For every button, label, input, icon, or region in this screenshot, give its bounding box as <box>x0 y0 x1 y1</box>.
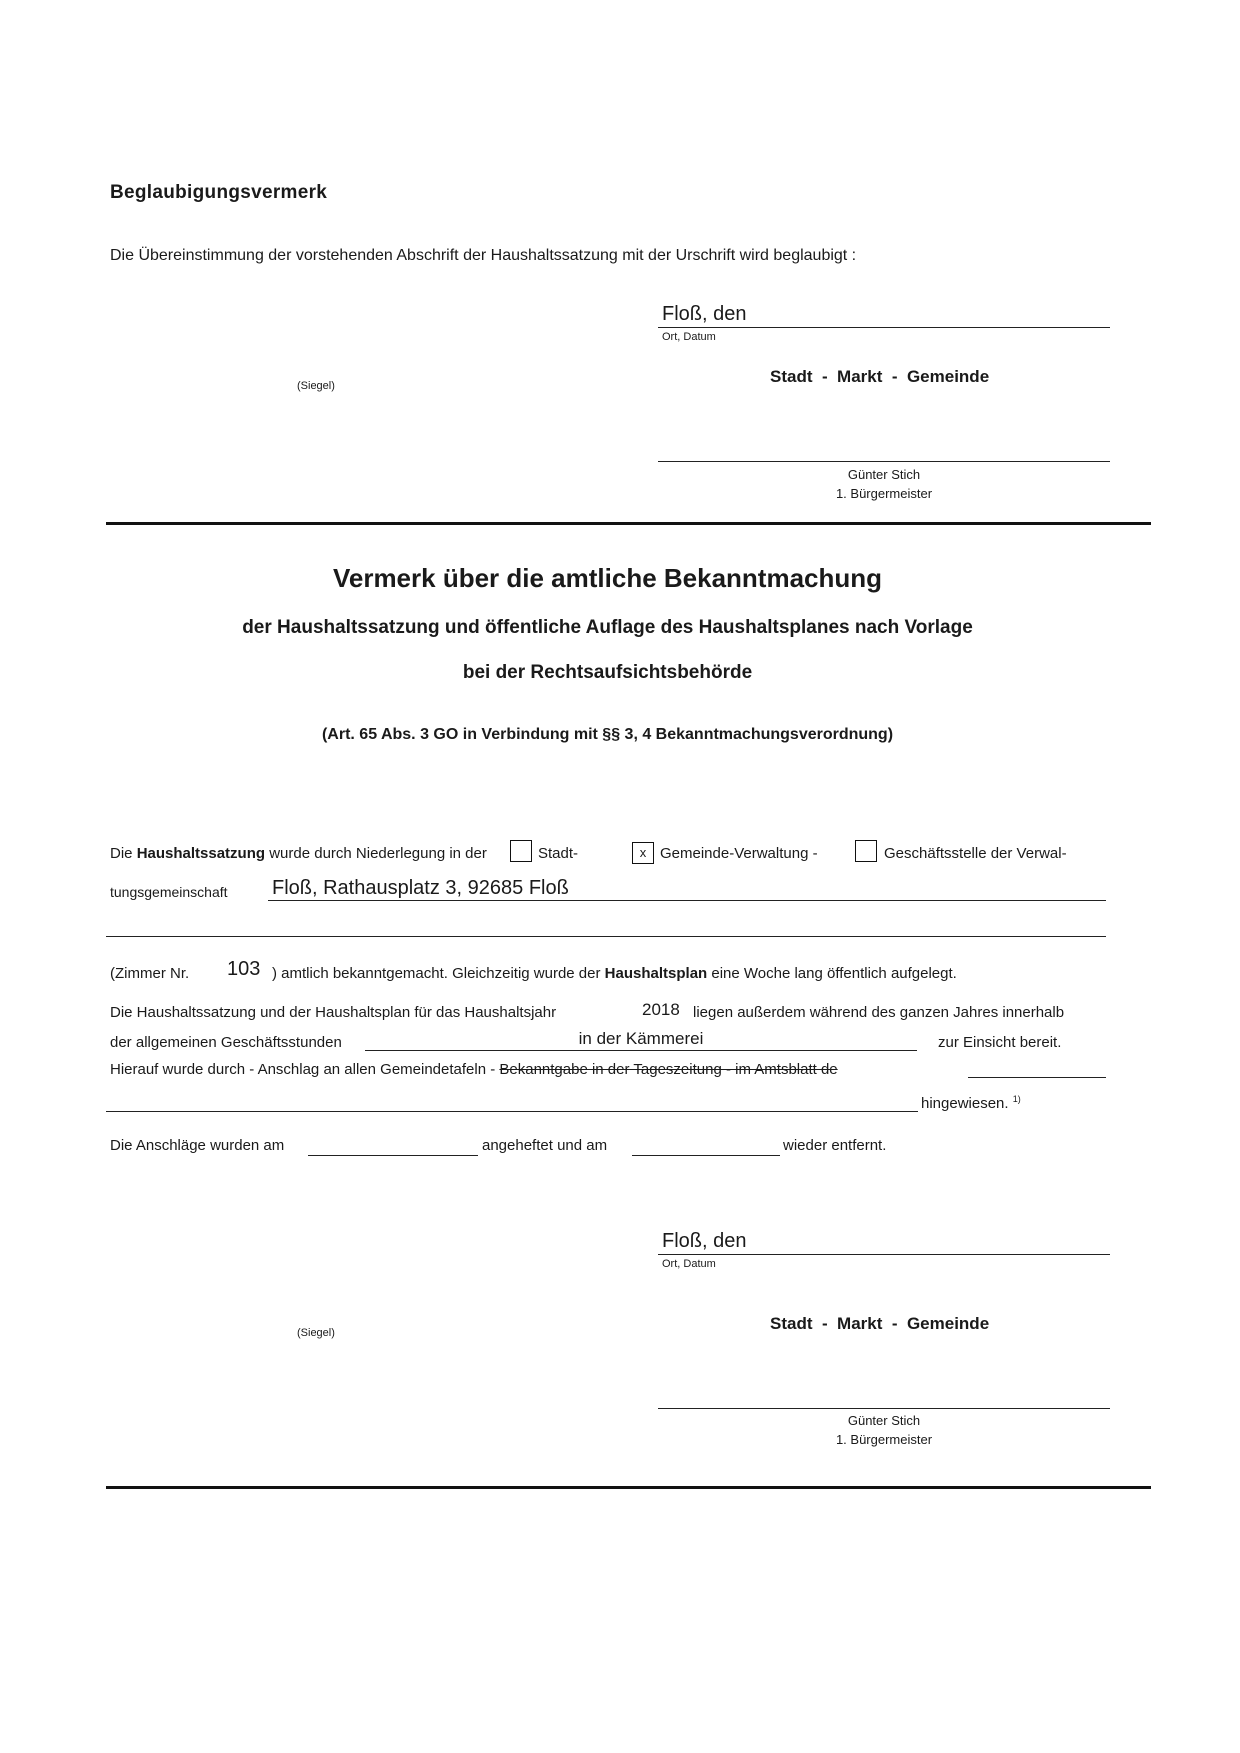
room-suffix-b: eine Woche lang öffentlich aufgelegt. <box>707 965 957 982</box>
option-vg-label: Geschäftsstelle der Verwal- <box>884 845 1067 862</box>
year-suffix: liegen außerdem während des ganzen Jahres innerhalb <box>693 1004 1065 1021</box>
removed-date-line[interactable] <box>632 1155 780 1156</box>
posted-suffix: wieder entfernt. <box>783 1137 887 1154</box>
address-field-line-2 <box>106 936 1106 937</box>
hours-suffix: zur Einsicht bereit. <box>938 1034 1062 1051</box>
room-number-value[interactable]: 103 <box>227 958 261 980</box>
option-gemeinde-label: Gemeinde-Verwaltung - <box>660 845 818 862</box>
top-place-date-line <box>658 327 1110 328</box>
certification-statement: Die Übereinstimmung der vorstehenden Abschrift der Haushaltssatzung mit der Urschrift wird beglaubigt : <box>110 247 857 264</box>
checkbox-verwaltungsgemeinschaft[interactable] <box>855 840 877 862</box>
room-suffix-a: ) amtlich bekanntgemacht. Gleichzeitig wurde der <box>272 965 605 982</box>
bottom-signer-name: Günter Stich <box>847 1413 921 1428</box>
notice-legal-reference: (Art. 65 Abs. 3 GO in Verbindung mit §§ 3, 4 Bekanntmachungsverordnung) <box>321 726 894 743</box>
room-sentence <box>272 965 957 982</box>
posting-line-right <box>968 1077 1106 1078</box>
checkbox-stadt[interactable] <box>510 840 532 862</box>
posting-sentence <box>110 1061 838 1078</box>
top-place-date-value[interactable]: Floß, den <box>662 303 747 325</box>
notice-subtitle-2: bei der Rechtsaufsichtsbehörde <box>462 662 753 683</box>
deposit-sentence <box>110 845 487 862</box>
hours-prefix: der allgemeinen Geschäftsstunden <box>110 1034 342 1051</box>
room-prefix: (Zimmer Nr. <box>110 965 190 982</box>
posted-prefix: Die Anschläge wurden am <box>110 1137 285 1154</box>
referred-label <box>921 1094 1021 1112</box>
posted-mid: angeheftet und am <box>482 1137 608 1154</box>
deposit-rest: wurde durch Niederlegung in der <box>265 845 487 862</box>
hours-location-value[interactable]: in der Kämmerei <box>578 1029 704 1048</box>
top-signer-name: Günter Stich <box>847 467 921 482</box>
top-signer-title: 1. Bürgermeister <box>835 486 933 501</box>
year-value[interactable]: 2018 <box>642 1000 680 1019</box>
top-authority-label: Stadt - Markt - Gemeinde <box>770 367 990 386</box>
address-field-line <box>268 900 1106 901</box>
section-divider-bottom <box>106 1486 1151 1489</box>
bottom-signature-line <box>658 1408 1110 1409</box>
bottom-seal-label: (Siegel) <box>297 1327 335 1339</box>
top-seal-label: (Siegel) <box>297 380 335 392</box>
option-stadt-label: Stadt- <box>538 845 579 862</box>
certification-heading: Beglaubigungsvermerk <box>110 182 328 203</box>
bottom-signer-title: 1. Bürgermeister <box>835 1432 933 1447</box>
posting-struck-text: Bekanntgabe in der Tageszeitung - im Amtsblatt de <box>499 1061 838 1078</box>
referred-text: hingewiesen. <box>921 1095 1009 1112</box>
hours-location-line <box>365 1050 917 1051</box>
notice-title: Vermerk über die amtliche Bekanntmachung <box>332 563 883 593</box>
checkbox-gemeinde[interactable] <box>632 842 654 864</box>
top-signature-line <box>658 461 1110 462</box>
top-place-date-label: Ort, Datum <box>662 331 716 343</box>
footnote-mark: 1) <box>1012 1094 1021 1104</box>
year-prefix: Die Haushaltssatzung und der Haushaltsplan für das Haushaltsjahr <box>110 1004 557 1021</box>
section-divider-top <box>106 522 1151 525</box>
deposit-prefix: Die <box>110 845 137 862</box>
bottom-place-date-line <box>658 1254 1110 1255</box>
vg-label: tungsgemeinschaft <box>110 884 228 900</box>
posted-date-line[interactable] <box>308 1155 478 1156</box>
posting-line-2 <box>106 1111 918 1112</box>
room-suffix-bold: Haushaltsplan <box>604 965 708 982</box>
address-field-value[interactable]: Floß, Rathausplatz 3, 92685 Floß <box>272 877 569 899</box>
bottom-place-date-label: Ort, Datum <box>662 1258 716 1270</box>
posting-prefix: Hierauf wurde durch - Anschlag an allen Gemeindetafeln - <box>110 1061 500 1078</box>
bottom-authority-label: Stadt - Markt - Gemeinde <box>770 1314 990 1333</box>
deposit-bold: Haushaltssatzung <box>136 845 266 862</box>
bottom-place-date-value[interactable]: Floß, den <box>662 1230 747 1252</box>
checkbox-gemeinde-mark: x <box>639 845 647 860</box>
notice-subtitle-1: der Haushaltssatzung und öffentliche Auflage des Haushaltsplanes nach Vorlage <box>242 617 973 638</box>
